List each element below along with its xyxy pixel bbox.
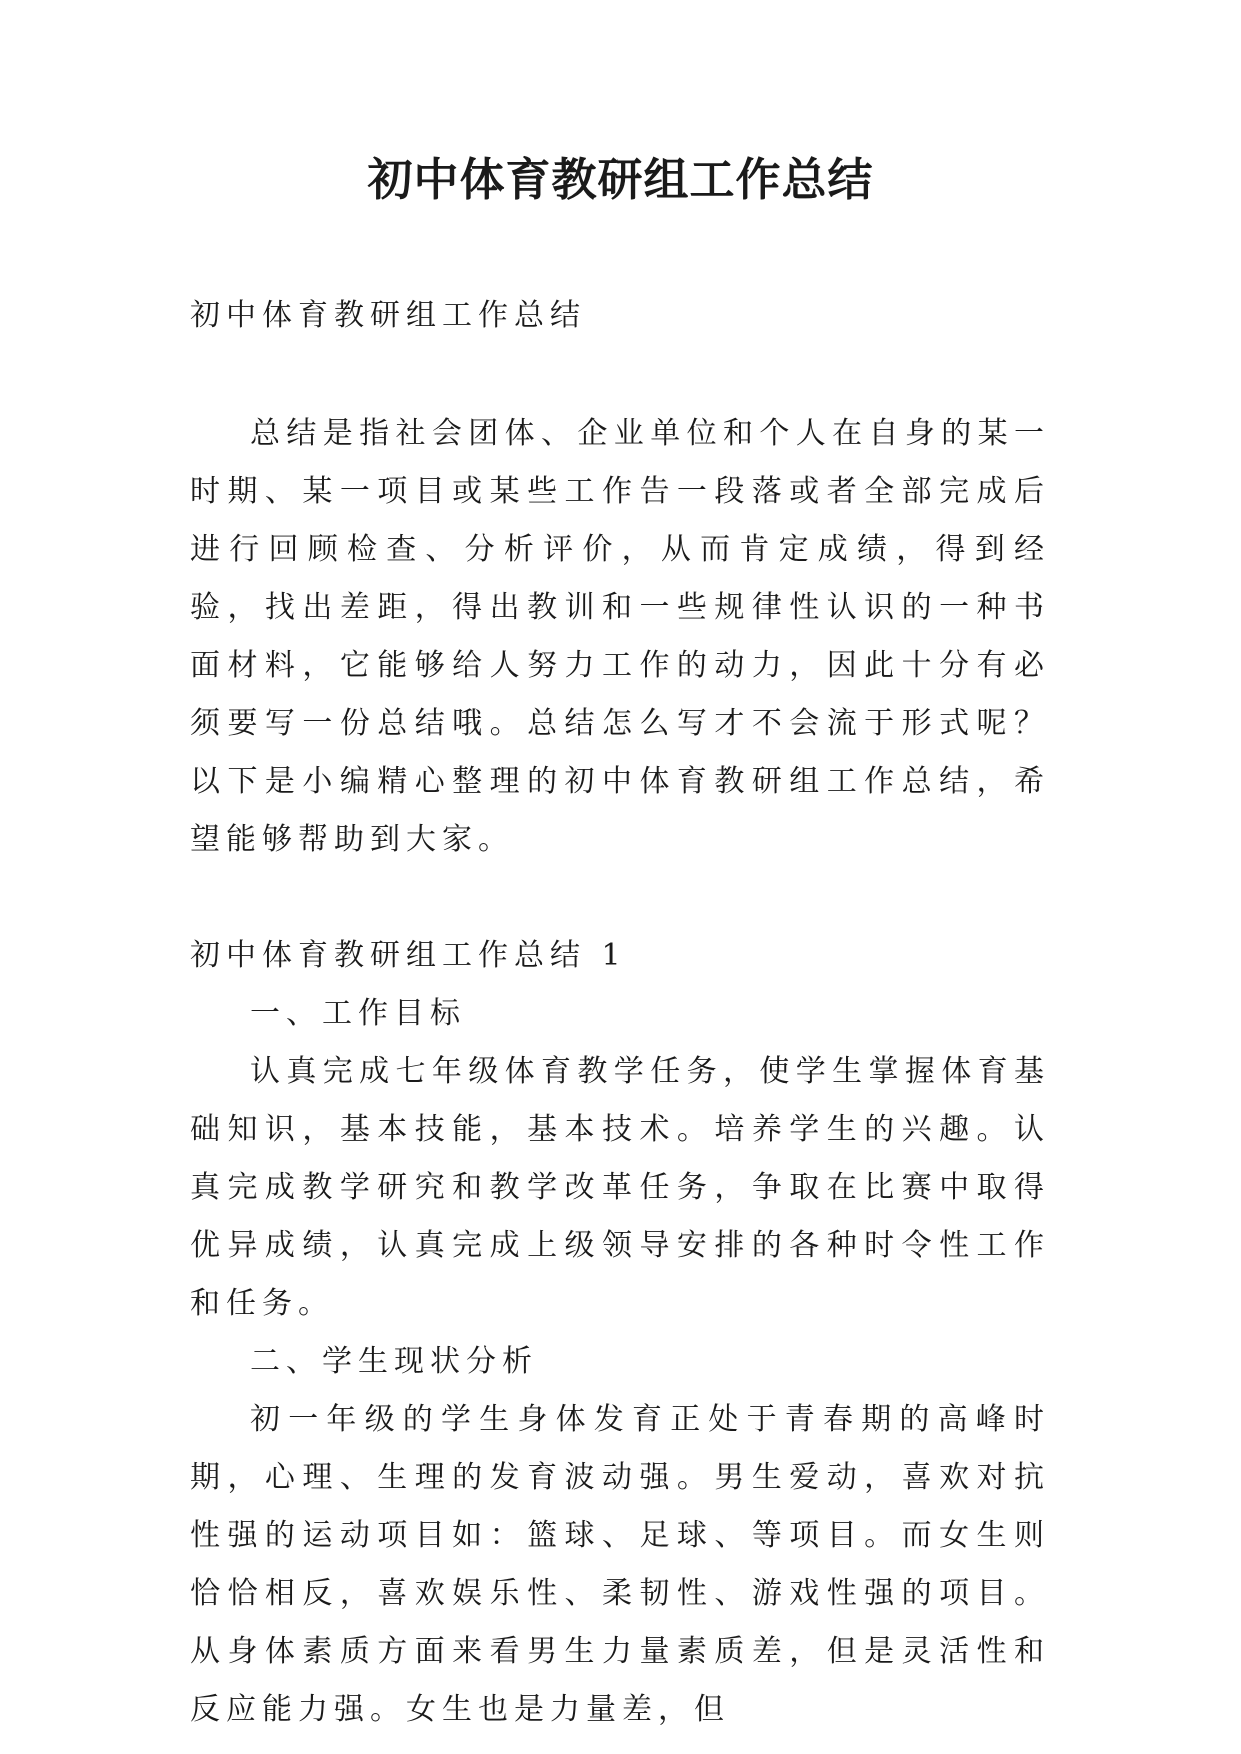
paragraph-student-analysis: 初一年级的学生身体发育正处于青春期的高峰时期，心理、生理的发育波动强。男生爱动，喜欢对抗性强的运动项目如：篮球、足球、等项目。而女生则恰恰相反，喜欢娱乐性、柔韧性、游戏性强的项目。从身体素质方面来看男生力量素质差，但是灵活性和反应能力强。女生也是力量差，但 — [190, 1402, 1050, 1727]
intro-block — [190, 405, 1050, 869]
paragraph-work-goals: 认真完成七年级体育教学任务，使学生掌握体育基础知识，基本技能，基本技术。培养学生的兴趣。认真完成教学研究和教学改革任务，争取在比赛中取得优异成绩，认真完成上级领导安排的各种时令性工作和任务。 — [190, 1054, 1050, 1321]
document-subtitle: 初中体育教研组工作总结 — [190, 298, 586, 333]
document-title: 初中体育教研组工作总结 — [367, 153, 874, 206]
heading-student-analysis: 二、学生现状分析 — [250, 1344, 538, 1379]
section-heading: 初中体育教研组工作总结 1 — [190, 938, 627, 973]
intro-paragraph: 总结是指社会团体、企业单位和个人在自身的某一时期、某一项目或某些工作告一段落或者全部完成后进行回顾检查、分析评价，从而肯定成绩，得到经验，找出差距，得出教训和一些规律性认识的一种书面材料，它能够给人努力工作的动力，因此十分有必须要写一份总结哦。总结怎么写才不会流于形式呢？以下是小编精心整理的初中体育教研组工作总结，希望能够帮助到大家。 — [190, 416, 1050, 857]
document-body — [190, 287, 1050, 1739]
heading-work-goals: 一、工作目标 — [250, 996, 466, 1031]
